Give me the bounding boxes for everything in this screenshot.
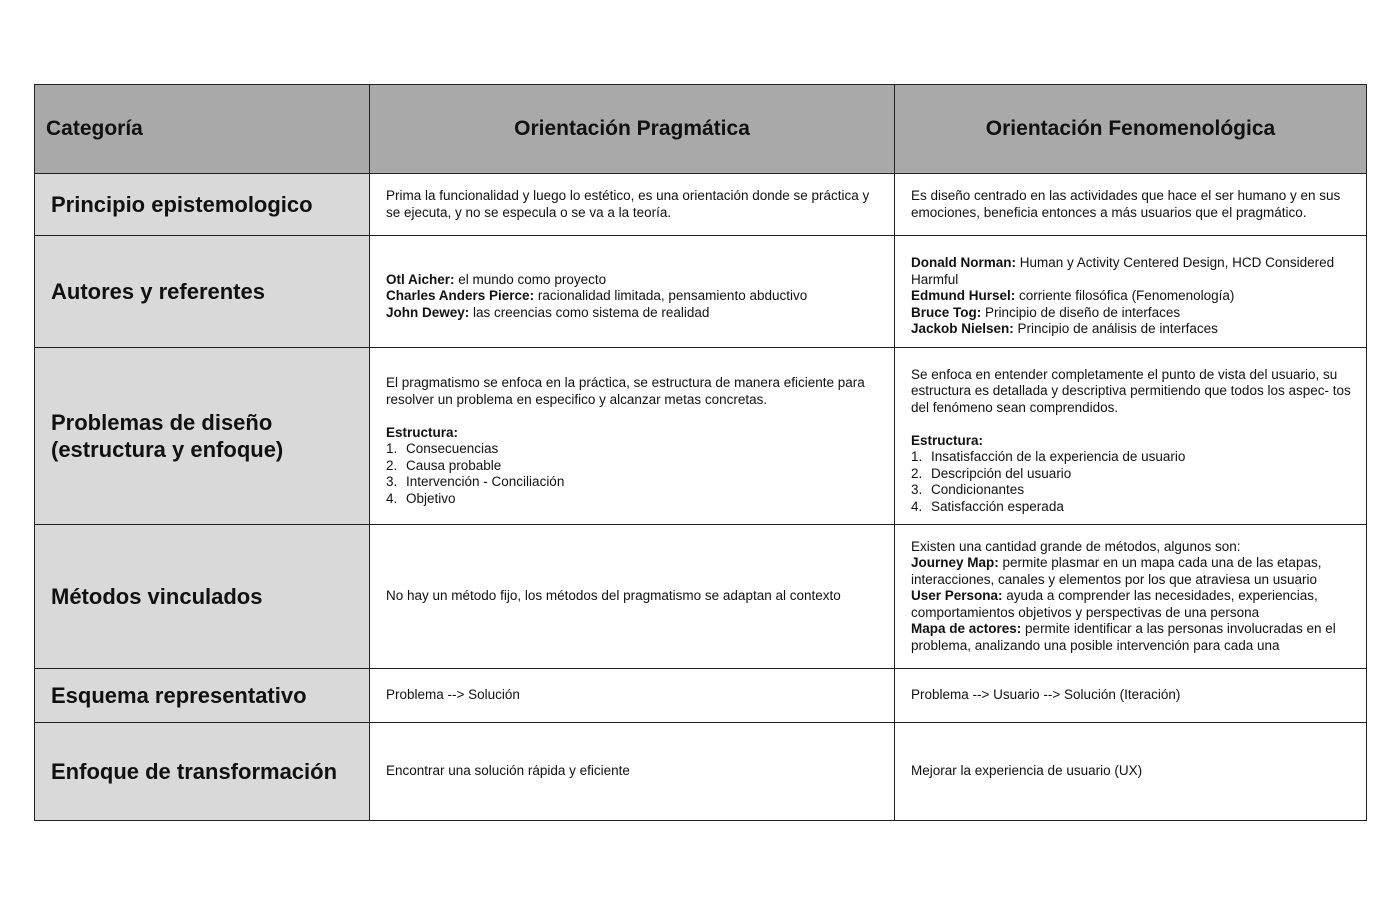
row-principio [35, 174, 1367, 236]
author-entry: Jackob Nielsen: Principio de análisis de interfaces [911, 321, 1218, 337]
row-enfoque [35, 723, 1367, 821]
list-item: 4. Objetivo [386, 490, 456, 506]
method-entry: User Persona: ayuda a comprender las necesidades, experiencias, comportamientos objetivos y perspectivas de una persona [911, 588, 1318, 620]
author-entry: Otl Aicher: el mundo como proyecto [386, 271, 607, 287]
list-item: 2. Causa probable [386, 457, 502, 473]
structure-list [911, 449, 1352, 515]
header-row [35, 85, 1367, 174]
cell-problemas-pragmatic: El pragmatismo se enfoca en la práctica, se estructura de manera eficiente para resolver un problema en especifico y alcanzar metas concretas. Estructura: 1. Consecuencias 2. Causa probable 3. Intervención - Conciliación 4. Objetivo [370, 348, 895, 525]
cell-principio-phenomenological: Es diseño centrado en las actividades que hace el ser humano y en sus emociones, beneficia entonces a más usuarios que el pragmático. [895, 174, 1367, 236]
cell-autores-pragmatic [370, 236, 895, 348]
row-problemas [35, 348, 1367, 525]
cell-esquema-pragmatic: Problema --> Solución [370, 669, 895, 723]
row-autores [35, 236, 1367, 348]
cell-principio-pragmatic: Prima la funcionalidad y luego lo estético, es una orientación donde se práctica y se ejecuta, y no se especula o se va a la teoría. [370, 174, 895, 236]
row-esquema [35, 669, 1367, 723]
list-item: 1. Consecuencias [386, 441, 499, 456]
row-label-autores: Autores y referentes [35, 236, 370, 348]
comparison-table [34, 84, 1367, 821]
row-label-metodos: Métodos vinculados [35, 525, 370, 669]
author-entry: Donald Norman: Human y Activity Centered Design, HCD Considered Harmful [911, 255, 1335, 287]
header-phenomenological: Orientación Fenomenológica [895, 85, 1367, 174]
author-entry: Edmund Hursel: corriente filosófica (Fenomenología) [911, 288, 1235, 304]
cell-enfoque-phenomenological: Mejorar la experiencia de usuario (UX) [895, 723, 1367, 821]
header-category: Categoría [35, 85, 370, 174]
author-entry: John Dewey: las creencias como sistema de realidad [386, 304, 710, 320]
list-item: 1. Insatisfacción de la experiencia de usuario [911, 449, 1186, 465]
row-label-problemas: Problemas de diseño (estructura y enfoque) [35, 348, 370, 525]
list-item: 3. Condicionantes [911, 482, 1025, 498]
structure-list [386, 441, 880, 507]
cell-autores-phenomenological [895, 236, 1367, 348]
cell-metodos-pragmatic: No hay un método fijo, los métodos del pragmatismo se adaptan al contexto [370, 525, 895, 669]
row-label-esquema: Esquema representativo [35, 669, 370, 723]
cell-esquema-phenomenological: Problema --> Usuario --> Solución (Iteración) [895, 669, 1367, 723]
row-label-enfoque: Enfoque de transformación [35, 723, 370, 821]
author-entry: Bruce Tog: Principio de diseño de interfaces [911, 304, 1181, 320]
cell-problemas-phenomenological: Se enfoca en entender completamente el punto de vista del usuario, su estructura es detallada y descriptiva permitiendo que todos los aspec- tos del fenómeno sean comprendidos. Estructura: 1. Insatisfacción de la experiencia de usuario 2. Descripción del usuario 3. Condicionantes 4. Satisfacción esperada [895, 348, 1367, 525]
list-item: 3. Intervención - Conciliación [386, 474, 565, 489]
author-entry: Charles Anders Pierce: racionalidad limitada, pensamiento abductivo [386, 288, 808, 304]
method-entry: Mapa de actores: permite identificar a las personas involucradas en el problema, analizando una posible intervención para cada una [911, 621, 1336, 653]
list-item: 2. Descripción del usuario [911, 465, 1072, 481]
header-pragmatic: Orientación Pragmática [370, 85, 895, 174]
method-entry: Journey Map: permite plasmar en un mapa cada una de las etapas, interacciones, canales y elementos por los que atraviesa un usuario [911, 555, 1322, 587]
row-label-principio: Principio epistemologico [35, 174, 370, 236]
cell-metodos-phenomenological: Existen una cantidad grande de métodos, algunos son: Journey Map: permite plasmar en un mapa cada una de las etapas, interacciones, canales y elementos por los que atraviesa un usuario User Persona: ayuda a comprender las necesidades, experiencias, comportamientos objetivos y perspectivas de una persona Mapa de actores: permite identificar a las personas involucradas en el problema, analizando una posible intervención para cada una [895, 525, 1367, 669]
cell-enfoque-pragmatic: Encontrar una solución rápida y eficiente [370, 723, 895, 821]
list-item: 4. Satisfacción esperada [911, 498, 1064, 514]
row-metodos [35, 525, 1367, 669]
